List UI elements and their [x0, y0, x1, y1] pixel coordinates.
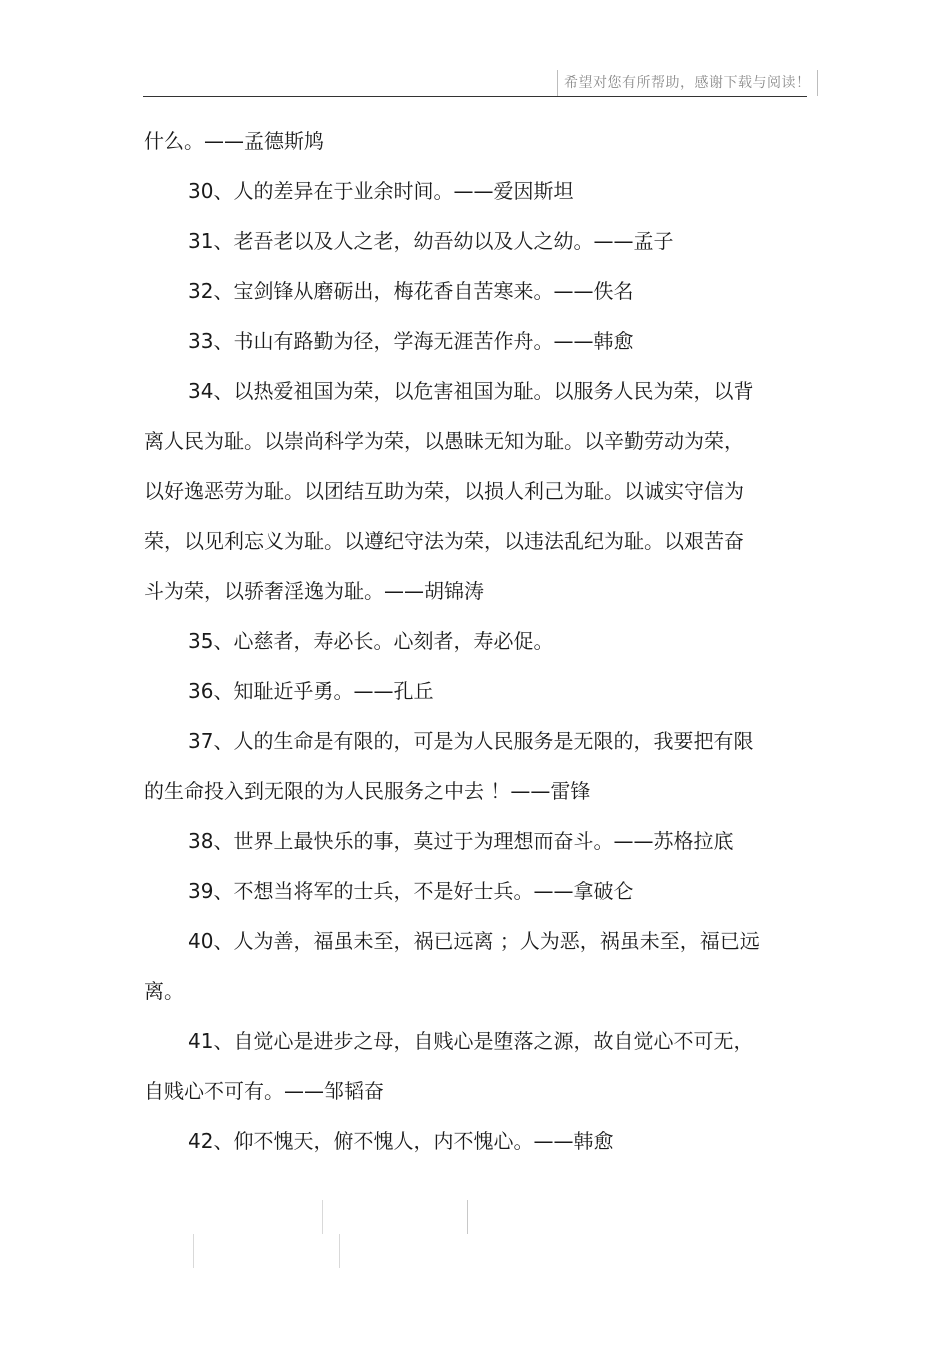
- text-line: 自贱心不可有。——邹韬奋: [144, 1079, 384, 1103]
- text-line: 31、老吾老以及人之老，幼吾幼以及人之幼。——孟子: [188, 229, 674, 253]
- faint-rule-mark: [339, 1234, 340, 1268]
- faint-rule-mark: [467, 1200, 468, 1234]
- text-line: 39、不想当将军的士兵，不是好士兵。——拿破仑: [188, 879, 634, 903]
- document-body: [144, 121, 794, 1171]
- text-line: 30、人的差异在于业余时间。——爱因斯坦: [188, 179, 574, 203]
- faint-rule-mark: [193, 1234, 194, 1268]
- text-line: 荣，以见利忘义为耻。以遵纪守法为荣，以违法乱纪为耻。以艰苦奋: [144, 529, 744, 553]
- text-line: 36、知耻近乎勇。——孔丘: [188, 679, 434, 703]
- text-line: 42、仰不愧天，俯不愧人，内不愧心。——韩愈: [188, 1129, 614, 1153]
- text-line: 的生命投入到无限的为人民服务之中去 ！——雷锋: [144, 779, 591, 803]
- text-line: 离。: [144, 979, 184, 1003]
- faint-rule-mark: [322, 1200, 323, 1234]
- text-line: 什么。——孟德斯鸠: [144, 129, 324, 153]
- header-note: 希望对您有所帮助，感谢下载与阅读！: [557, 70, 818, 96]
- text-line: 40、人为善，福虽未至，祸已远离 ；人为恶，祸虽未至，福已远: [188, 929, 760, 953]
- text-line: 33、书山有路勤为径，学海无涯苦作舟。——韩愈: [188, 329, 634, 353]
- text-line: 41、自觉心是进步之母，自贱心是堕落之源，故自觉心不可无，: [188, 1029, 754, 1053]
- text-line: 离人民为耻。以崇尚科学为荣，以愚昧无知为耻。以辛勤劳动为荣，: [144, 429, 744, 453]
- text-line: 35、心慈者，寿必长。心刻者，寿必促。: [188, 629, 554, 653]
- text-line: 38、世界上最快乐的事，莫过于为理想而奋斗。——苏格拉底: [188, 829, 734, 853]
- text-line: 32、宝剑锋从磨砺出，梅花香自苦寒来。——佚名: [188, 279, 634, 303]
- text-line: 以好逸恶劳为耻。以团结互助为荣，以损人利己为耻。以诚实守信为: [144, 479, 744, 503]
- header-divider: [143, 96, 807, 97]
- text-line: 34、以热爱祖国为荣，以危害祖国为耻。以服务人民为荣，以背: [188, 379, 754, 403]
- text-line: 斗为荣，以骄奢淫逸为耻。——胡锦涛: [144, 579, 484, 603]
- text-line: 37、人的生命是有限的，可是为人民服务是无限的，我要把有限: [188, 729, 754, 753]
